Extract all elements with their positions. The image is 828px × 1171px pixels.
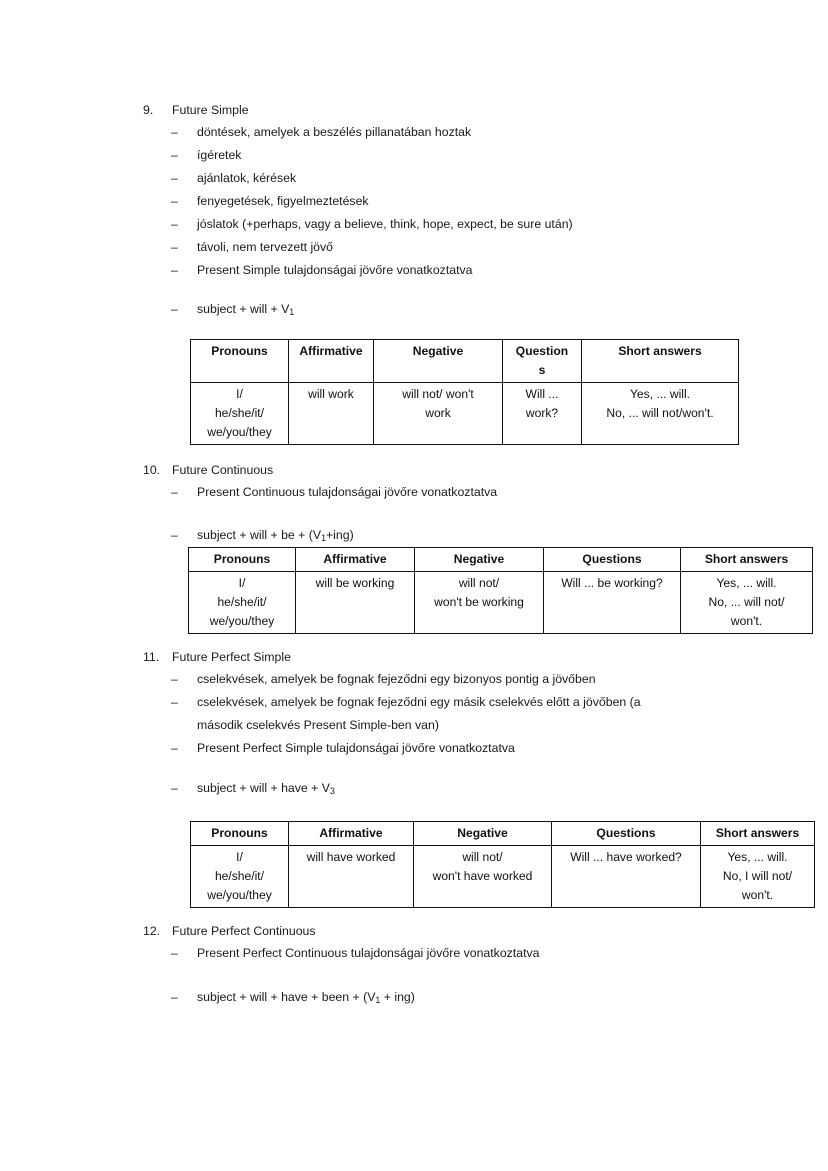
column-header-questions: Questions: [544, 548, 681, 572]
dash-bullet-icon: –: [171, 148, 178, 162]
cell-affirmative: [289, 383, 374, 445]
formula-line: [143, 777, 335, 803]
list-item: [143, 121, 573, 144]
cell-line: will have worked: [306, 850, 396, 864]
table-row: [191, 383, 739, 445]
list-item-text: döntések, amelyek a beszélés pillanatában hoztak: [197, 125, 472, 139]
cell-line: work?: [525, 406, 559, 420]
section-future-simple: [143, 99, 573, 282]
cell-negative: [414, 846, 552, 908]
cell-line: he/she/it/: [214, 406, 265, 420]
section-heading: [143, 646, 667, 668]
dash-bullet-icon: –: [171, 125, 178, 139]
cell-line: No, ... will not/: [708, 595, 785, 609]
list-item-text: Present Perfect Simple tulajdonságai jövőre vonatkoztatva: [197, 741, 515, 755]
formula-future-simple: [143, 298, 294, 324]
dash-bullet-icon: –: [171, 990, 178, 1004]
section-number: 12.: [143, 924, 161, 938]
section-number: 11.: [143, 650, 160, 664]
dash-bullet-icon: –: [171, 194, 178, 208]
cell-short-answers: [582, 383, 739, 445]
cell-line: No, ... will not/won't.: [606, 406, 714, 420]
column-header-questions: Questions: [552, 822, 701, 846]
formula-subscript: 1: [289, 306, 295, 317]
section-number: 10.: [143, 463, 161, 477]
list-item: [143, 213, 573, 236]
section-future-perfect-simple: [143, 646, 667, 760]
column-header-negative: Negative: [415, 548, 544, 572]
column-header-pronouns: Pronouns: [189, 548, 296, 572]
list-item-text: fenyegetések, figyelmeztetések: [197, 194, 369, 208]
list-item-text: ajánlatok, kérések: [197, 171, 297, 185]
list-item: [143, 668, 667, 691]
future-simple-table: [190, 339, 739, 445]
formula-suffix: +ing): [325, 528, 354, 542]
section-title: Future Simple: [172, 103, 249, 117]
table-header-row: [191, 340, 739, 383]
cell-line: we/you/they: [207, 425, 272, 439]
column-header-short-answers: Short answers: [681, 548, 813, 572]
cell-short-answers: [681, 572, 813, 634]
column-header-pronouns: Pronouns: [191, 340, 289, 383]
section-heading: [143, 459, 497, 481]
column-header-affirmative: Affirmative: [289, 822, 414, 846]
list-item: [143, 737, 667, 760]
cell-line: I/: [238, 576, 246, 590]
cell-line: Yes, ... will.: [727, 850, 788, 864]
formula-prefix: subject + will + be + (V: [197, 528, 322, 542]
cell-line: Will ... be working?: [561, 576, 663, 590]
column-header-negative: Negative: [374, 340, 503, 383]
bullet-list: [143, 121, 573, 282]
dash-bullet-icon: –: [171, 781, 178, 795]
future-perfect-simple-table: [190, 821, 815, 908]
list-item-text: cselekvések, amelyek be fognak fejeződni egy bizonyos pontig a jövőben: [197, 672, 596, 686]
cell-line: he/she/it/: [217, 595, 267, 609]
list-item: [143, 236, 573, 259]
list-item-text: Present Perfect Continuous tulajdonságai jövőre vonatkoztatva: [197, 946, 540, 960]
cell-questions: [552, 846, 701, 908]
table-header-row: [189, 548, 813, 572]
column-header-short-answers: Short answers: [701, 822, 815, 846]
section-title: Future Perfect Continuous: [172, 924, 316, 938]
list-item: [143, 481, 497, 504]
list-item: [143, 190, 573, 213]
dash-bullet-icon: –: [171, 672, 178, 686]
section-number: 9.: [143, 103, 154, 117]
formula-text: [197, 298, 294, 324]
cell-line: Yes, ... will.: [716, 576, 777, 590]
cell-line: Will ...: [525, 387, 559, 401]
formula-line: [143, 298, 294, 324]
table-header-row: [191, 822, 815, 846]
cell-line: won't be working: [434, 595, 524, 609]
table-row: [191, 846, 815, 908]
cell-line: will work: [308, 387, 354, 401]
column-header-short-answers: Short answers: [582, 340, 739, 383]
cell-line: won't.: [730, 614, 763, 628]
section-heading: [143, 99, 573, 121]
dash-bullet-icon: –: [171, 171, 178, 185]
dash-bullet-icon: –: [171, 240, 178, 254]
section-title: Future Perfect Simple: [172, 650, 291, 664]
dash-bullet-icon: –: [171, 217, 178, 231]
column-header-affirmative: Affirmative: [296, 548, 415, 572]
list-item-text: Present Continuous tulajdonságai jövőre vonatkoztatva: [197, 485, 498, 499]
formula-suffix: + ing): [380, 990, 415, 1004]
section-title: Future Continuous: [172, 463, 274, 477]
list-item-text: távoli, nem tervezett jövő: [197, 240, 334, 254]
column-header-pronouns: Pronouns: [191, 822, 289, 846]
cell-pronouns: [191, 846, 289, 908]
table-row: [189, 572, 813, 634]
cell-line: will not/ won't: [402, 387, 474, 401]
cell-line: we/you/they: [209, 614, 275, 628]
column-header-affirmative: Affirmative: [289, 340, 374, 383]
bullet-list: [143, 481, 497, 504]
list-item: [143, 691, 667, 737]
dash-bullet-icon: –: [171, 946, 178, 960]
dash-bullet-icon: –: [171, 302, 178, 316]
cell-line: will not/: [458, 576, 500, 590]
section-future-continuous: [143, 459, 497, 504]
header-line: s: [538, 363, 546, 377]
list-item: [143, 259, 573, 282]
cell-negative: [374, 383, 503, 445]
cell-line: won't have worked: [432, 869, 533, 883]
cell-negative: [415, 572, 544, 634]
cell-line: Yes, ... will.: [629, 387, 691, 401]
list-item-text: ígéretek: [197, 148, 242, 162]
future-continuous-table: [188, 547, 813, 634]
formula-prefix: subject + will + have + been + (V: [197, 990, 376, 1004]
dash-bullet-icon: –: [171, 528, 178, 542]
list-item: [143, 144, 573, 167]
cell-line: I/: [236, 850, 243, 864]
bullet-list: [143, 668, 667, 760]
dash-bullet-icon: –: [171, 695, 178, 709]
cell-line: won't.: [741, 888, 774, 902]
cell-questions: [503, 383, 582, 445]
cell-affirmative: [296, 572, 415, 634]
cell-questions: [544, 572, 681, 634]
cell-pronouns: [191, 383, 289, 445]
dash-bullet-icon: –: [171, 741, 178, 755]
header-line: Question: [515, 344, 569, 358]
formula-line: [143, 986, 415, 1012]
cell-line: he/she/it/: [214, 869, 265, 883]
cell-affirmative: [289, 846, 414, 908]
formula-future-perfect-continuous: [143, 986, 415, 1012]
cell-line: will be working: [315, 576, 395, 590]
list-item: [143, 942, 539, 965]
cell-line: Will ... have worked?: [570, 850, 682, 864]
list-item-text: cselekvések, amelyek be fognak fejeződni egy másik cselekvés előtt a jövőben (a második cselekvés Present Simple-ben van): [197, 695, 641, 732]
formula-subscript: 3: [329, 785, 335, 796]
dash-bullet-icon: –: [171, 485, 178, 499]
cell-line: No, I will not/: [722, 869, 793, 883]
cell-line: work: [425, 406, 451, 420]
formula-text: [197, 777, 335, 803]
cell-pronouns: [189, 572, 296, 634]
list-item-text: Present Simple tulajdonságai jövőre vonatkoztatva: [197, 263, 473, 277]
cell-line: I/: [236, 387, 243, 401]
dash-bullet-icon: –: [171, 263, 178, 277]
formula-prefix: subject + will + V: [197, 302, 290, 316]
bullet-list: [143, 942, 539, 965]
list-item: [143, 167, 573, 190]
formula-prefix: subject + will + have + V: [197, 781, 330, 795]
cell-line: will not/: [462, 850, 503, 864]
cell-line: we/you/they: [207, 888, 272, 902]
formula-text: [197, 986, 415, 1012]
formula-subscript: 1: [321, 532, 326, 543]
formula-subscript: 1: [375, 994, 381, 1005]
list-item-text: jóslatok (+perhaps, vagy a believe, think, hope, expect, be sure után): [197, 217, 573, 231]
section-future-perfect-continuous: [143, 920, 539, 965]
section-heading: [143, 920, 539, 942]
cell-short-answers: [701, 846, 815, 908]
formula-future-perfect-simple: [143, 777, 335, 803]
column-header-negative: Negative: [414, 822, 552, 846]
column-header-questions: [503, 340, 582, 383]
